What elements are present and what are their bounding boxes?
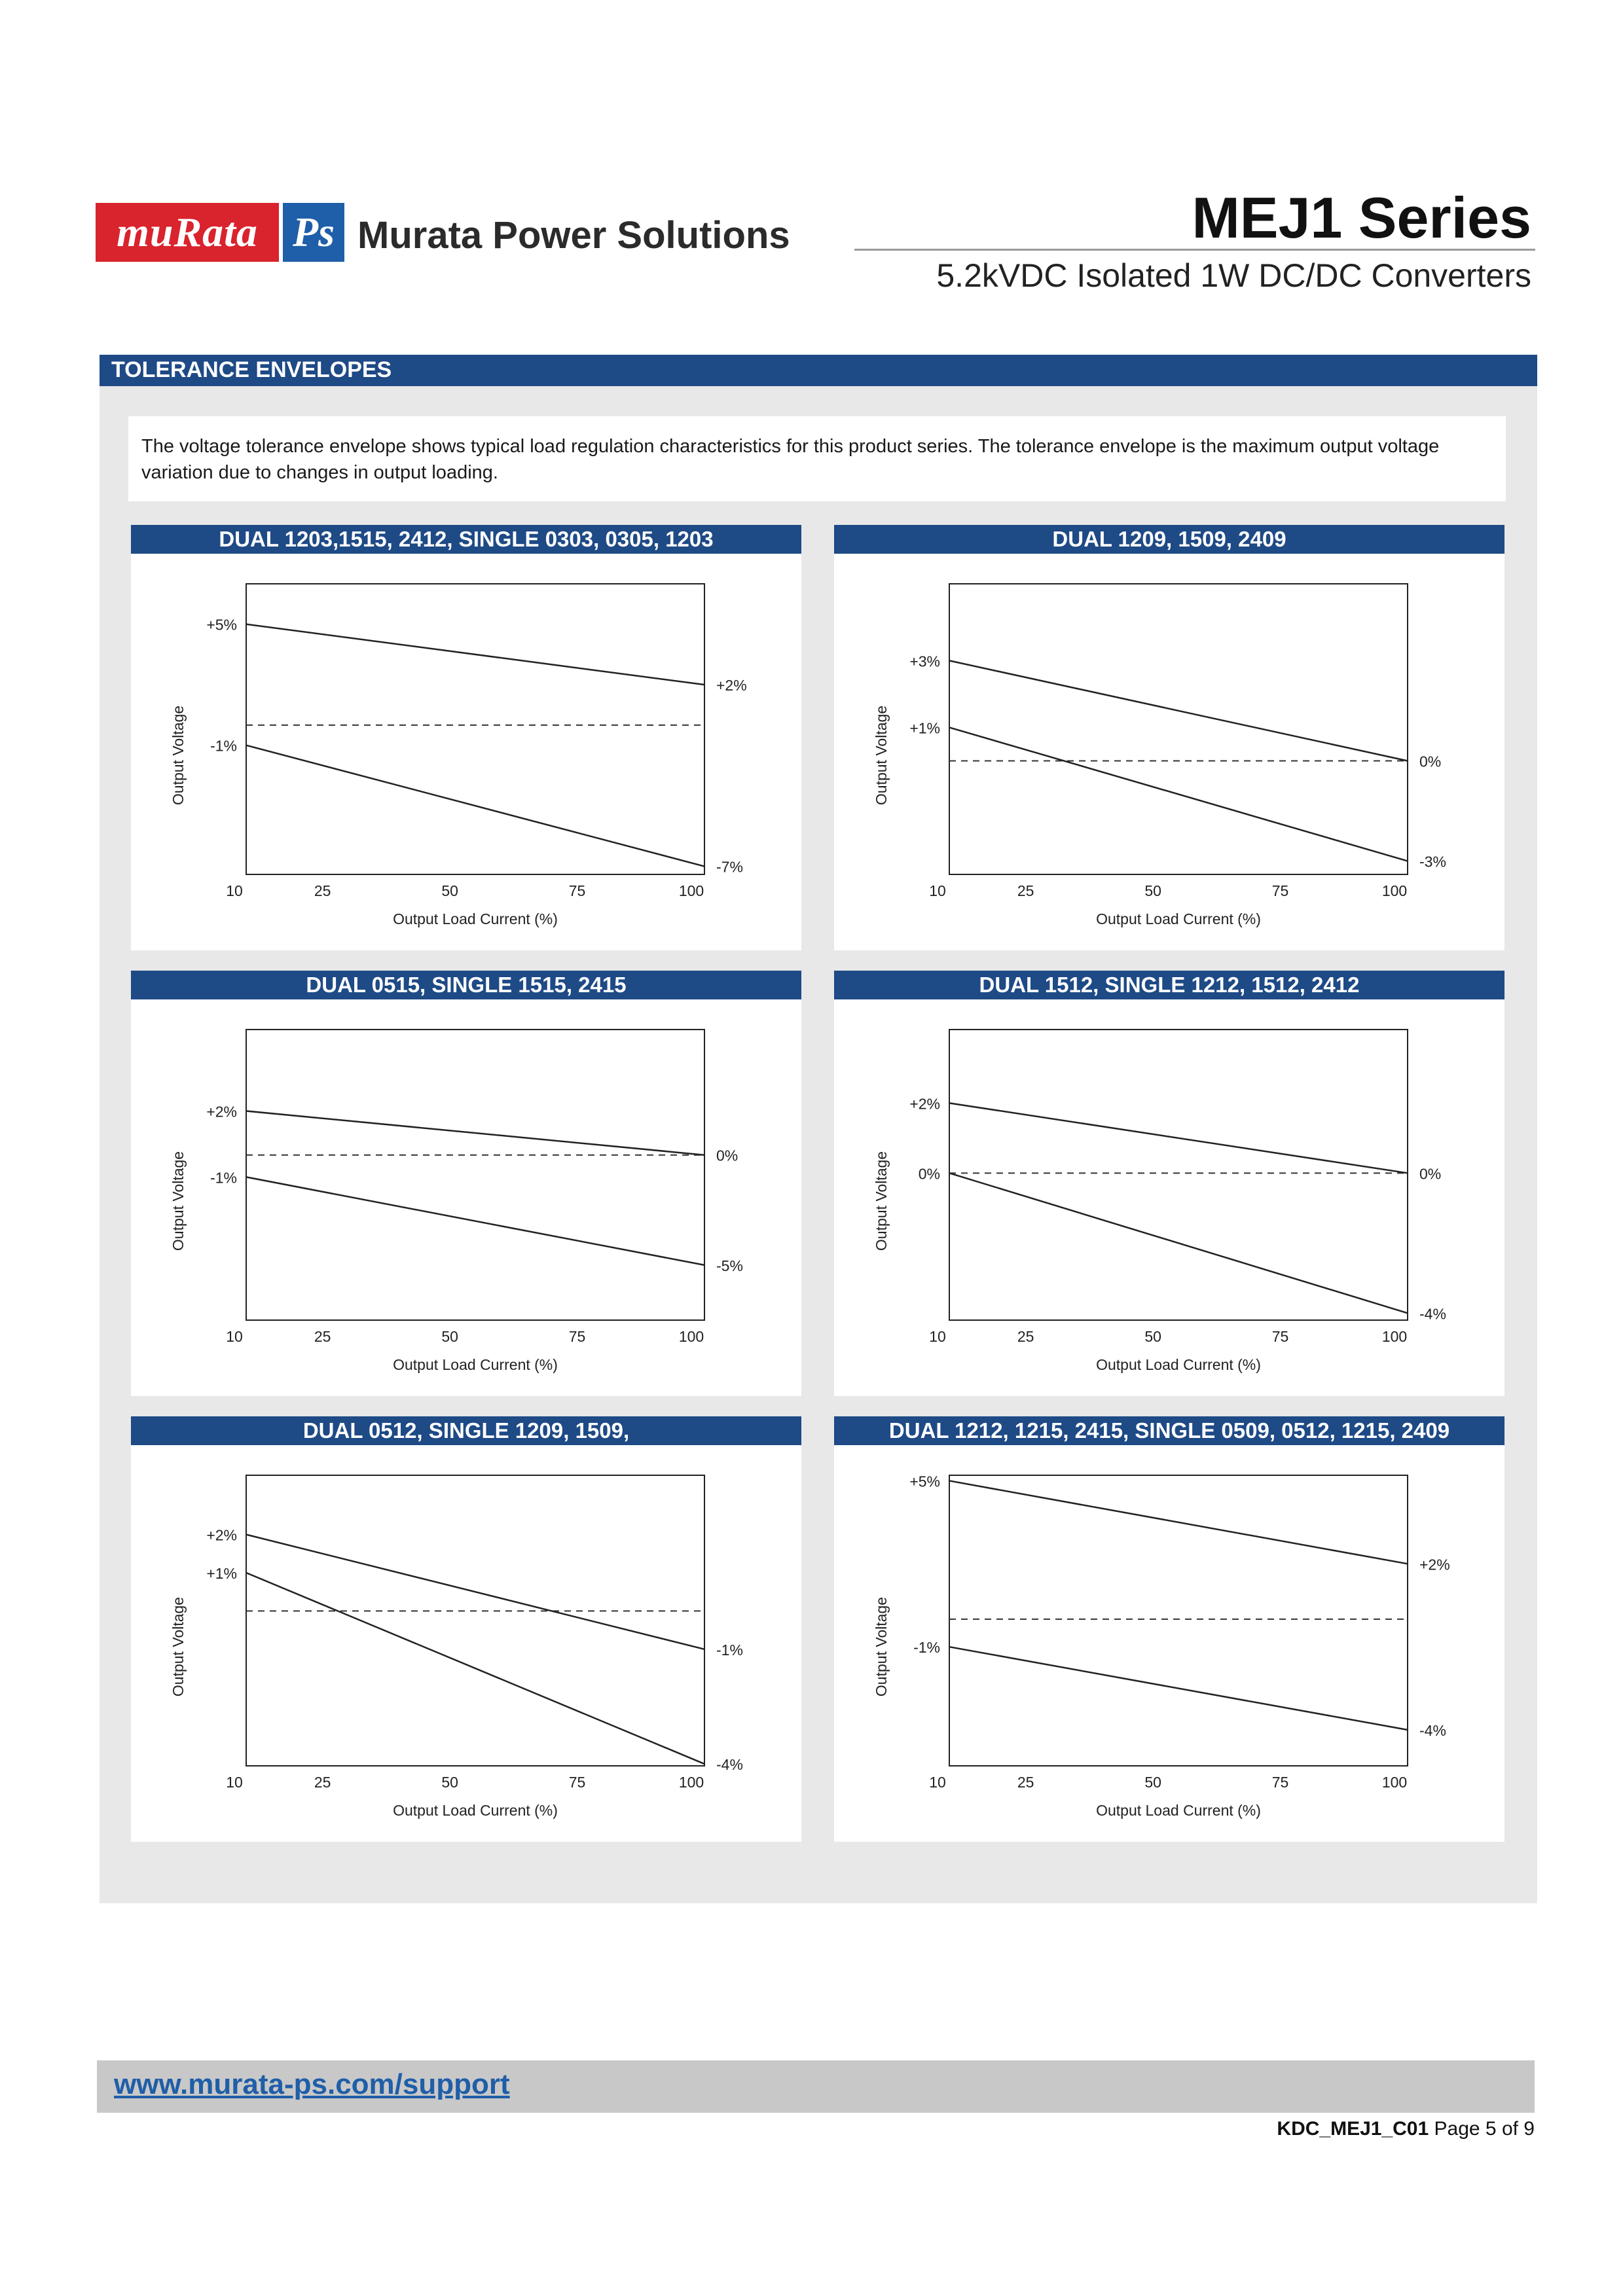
envelope-end-label: -5%: [716, 1257, 743, 1274]
envelope-start-label: +2%: [206, 1103, 237, 1121]
x-tick-label: 10: [929, 882, 946, 899]
envelope-line-upper: [246, 1111, 704, 1155]
murata-logo-text: muRata: [117, 209, 258, 255]
x-tick-label: 100: [1381, 882, 1408, 899]
chart-title: DUAL 1512, SINGLE 1212, 1512, 2412: [834, 971, 1504, 999]
series-subtitle: 5.2kVDC Isolated 1W DC/DC Converters: [936, 257, 1531, 294]
envelope-start-label: +1%: [206, 1564, 237, 1582]
envelope-line-lower: [246, 1177, 704, 1265]
x-tick-label: 100: [678, 882, 704, 899]
x-tick-label: 25: [1017, 1774, 1034, 1791]
plot-area: [949, 584, 1408, 874]
envelope-start-label: -1%: [210, 737, 237, 755]
envelope-start-label: +5%: [909, 1473, 940, 1490]
x-axis-label: Output Load Current (%): [1096, 1356, 1261, 1373]
x-tick-label: 10: [226, 882, 243, 899]
x-tick-label: 100: [678, 1328, 704, 1345]
tolerance-chart-panel: [834, 525, 1504, 950]
ps-logo: [283, 203, 344, 262]
x-tick-label: 50: [1144, 882, 1161, 899]
x-tick-label: 10: [226, 1774, 243, 1791]
x-tick-label: 50: [441, 1774, 458, 1791]
x-tick-label: 50: [441, 1328, 458, 1345]
envelope-line-upper: [246, 1535, 704, 1649]
ps-logo-text: Ps: [293, 209, 335, 255]
y-axis-label: Output Voltage: [170, 705, 187, 806]
doc-code: KDC_MEJ1_C01: [1277, 2118, 1429, 2140]
x-tick-label: 25: [314, 1328, 331, 1345]
x-axis-label: Output Load Current (%): [1096, 910, 1261, 927]
chart-title: DUAL 1203,1515, 2412, SINGLE 0303, 0305, 1203: [131, 525, 801, 554]
y-axis-label: Output Voltage: [170, 1151, 187, 1251]
envelope-end-label: -4%: [716, 1756, 743, 1774]
tolerance-chart: [834, 554, 1504, 950]
x-tick-label: 25: [314, 1774, 331, 1791]
tolerance-chart-panel: [834, 1416, 1504, 1842]
plot-area: [949, 1475, 1408, 1766]
x-axis-label: Output Load Current (%): [393, 1356, 558, 1373]
intro-text: The voltage tolerance envelope shows typical load regulation characteristics for this product series. The tolerance envelope is the maximum output voltage variation due to changes in output loading.: [128, 416, 1506, 501]
page-footer-info: [1277, 2118, 1535, 2140]
tolerance-chart-panel: [131, 525, 801, 950]
envelope-start-label: -1%: [913, 1639, 940, 1657]
envelope-line-lower: [246, 745, 704, 867]
envelope-start-label: +3%: [909, 653, 940, 670]
envelope-line-upper: [246, 624, 704, 685]
envelope-line-lower: [949, 1647, 1408, 1730]
company-name: Murata Power Solutions: [357, 214, 790, 257]
envelope-start-label: +2%: [909, 1095, 940, 1113]
envelope-start-label: 0%: [918, 1165, 940, 1183]
tolerance-chart-panel: [834, 971, 1504, 1396]
envelope-end-label: -3%: [1419, 853, 1446, 870]
x-tick-label: 75: [568, 882, 586, 899]
x-tick-label: 100: [1381, 1774, 1408, 1791]
envelope-end-label: -7%: [716, 858, 743, 876]
tolerance-chart: [131, 999, 801, 1396]
x-tick-label: 25: [1017, 1328, 1034, 1345]
envelope-start-label: -1%: [210, 1169, 237, 1187]
x-tick-label: 25: [1017, 882, 1034, 899]
envelope-start-label: +1%: [909, 719, 940, 737]
envelope-end-label: 0%: [1419, 753, 1442, 770]
envelope-end-label: +2%: [716, 677, 747, 694]
x-tick-label: 50: [441, 882, 458, 899]
tolerance-chart-panel: [131, 1416, 801, 1842]
envelope-line-lower: [949, 727, 1408, 861]
envelope-line-lower: [949, 1173, 1408, 1313]
x-axis-label: Output Load Current (%): [393, 910, 558, 927]
y-axis-label: Output Voltage: [873, 1151, 890, 1251]
envelope-end-label: -4%: [1419, 1722, 1446, 1740]
x-tick-label: 75: [568, 1774, 586, 1791]
chart-title: DUAL 1209, 1509, 2409: [834, 525, 1504, 554]
support-link[interactable]: www.murata-ps.com/support: [114, 2068, 510, 2100]
y-axis-label: Output Voltage: [170, 1596, 187, 1697]
section-title: TOLERANCE ENVELOPES: [111, 357, 392, 382]
plot-area: [246, 1030, 704, 1320]
envelope-line-upper: [949, 660, 1408, 761]
tolerance-chart: [834, 1445, 1504, 1842]
plot-area: [246, 584, 704, 874]
envelope-line-upper: [949, 1103, 1408, 1173]
envelope-start-label: +5%: [206, 616, 237, 634]
envelope-end-label: +2%: [1419, 1556, 1450, 1573]
chart-title: DUAL 1212, 1215, 2415, SINGLE 0509, 0512, 1215, 2409: [834, 1416, 1504, 1445]
x-tick-label: 10: [929, 1328, 946, 1345]
tolerance-chart: [834, 999, 1504, 1396]
chart-title: DUAL 0515, SINGLE 1515, 2415: [131, 971, 801, 999]
x-tick-label: 10: [929, 1774, 946, 1791]
y-axis-label: Output Voltage: [873, 1596, 890, 1697]
x-tick-label: 50: [1144, 1774, 1161, 1791]
y-axis-label: Output Voltage: [873, 705, 890, 806]
page-number: Page 5 of 9: [1434, 2118, 1535, 2140]
envelope-start-label: +2%: [206, 1526, 237, 1544]
murata-logo: [96, 203, 279, 262]
envelope-end-label: -1%: [716, 1641, 743, 1659]
envelope-end-label: -4%: [1419, 1305, 1446, 1323]
x-tick-label: 25: [314, 882, 331, 899]
x-axis-label: Output Load Current (%): [1096, 1802, 1261, 1819]
x-tick-label: 75: [1271, 882, 1289, 899]
tolerance-chart: [131, 1445, 801, 1842]
x-tick-label: 10: [226, 1328, 243, 1345]
series-title: MEJ1 Series: [1192, 185, 1531, 250]
tolerance-chart: [131, 554, 801, 950]
tolerance-chart-panel: [131, 971, 801, 1396]
envelope-end-label: 0%: [1419, 1165, 1442, 1183]
plot-area: [246, 1475, 704, 1766]
x-tick-label: 100: [1381, 1328, 1408, 1345]
envelope-end-label: 0%: [716, 1147, 739, 1164]
x-tick-label: 75: [568, 1328, 586, 1345]
envelope-line-lower: [246, 1573, 704, 1764]
x-tick-label: 75: [1271, 1774, 1289, 1791]
x-tick-label: 75: [1271, 1328, 1289, 1345]
x-axis-label: Output Load Current (%): [393, 1802, 558, 1819]
chart-title: DUAL 0512, SINGLE 1209, 1509,: [131, 1416, 801, 1445]
x-tick-label: 100: [678, 1774, 704, 1791]
x-tick-label: 50: [1144, 1328, 1161, 1345]
envelope-line-upper: [949, 1480, 1408, 1564]
plot-area: [949, 1030, 1408, 1320]
